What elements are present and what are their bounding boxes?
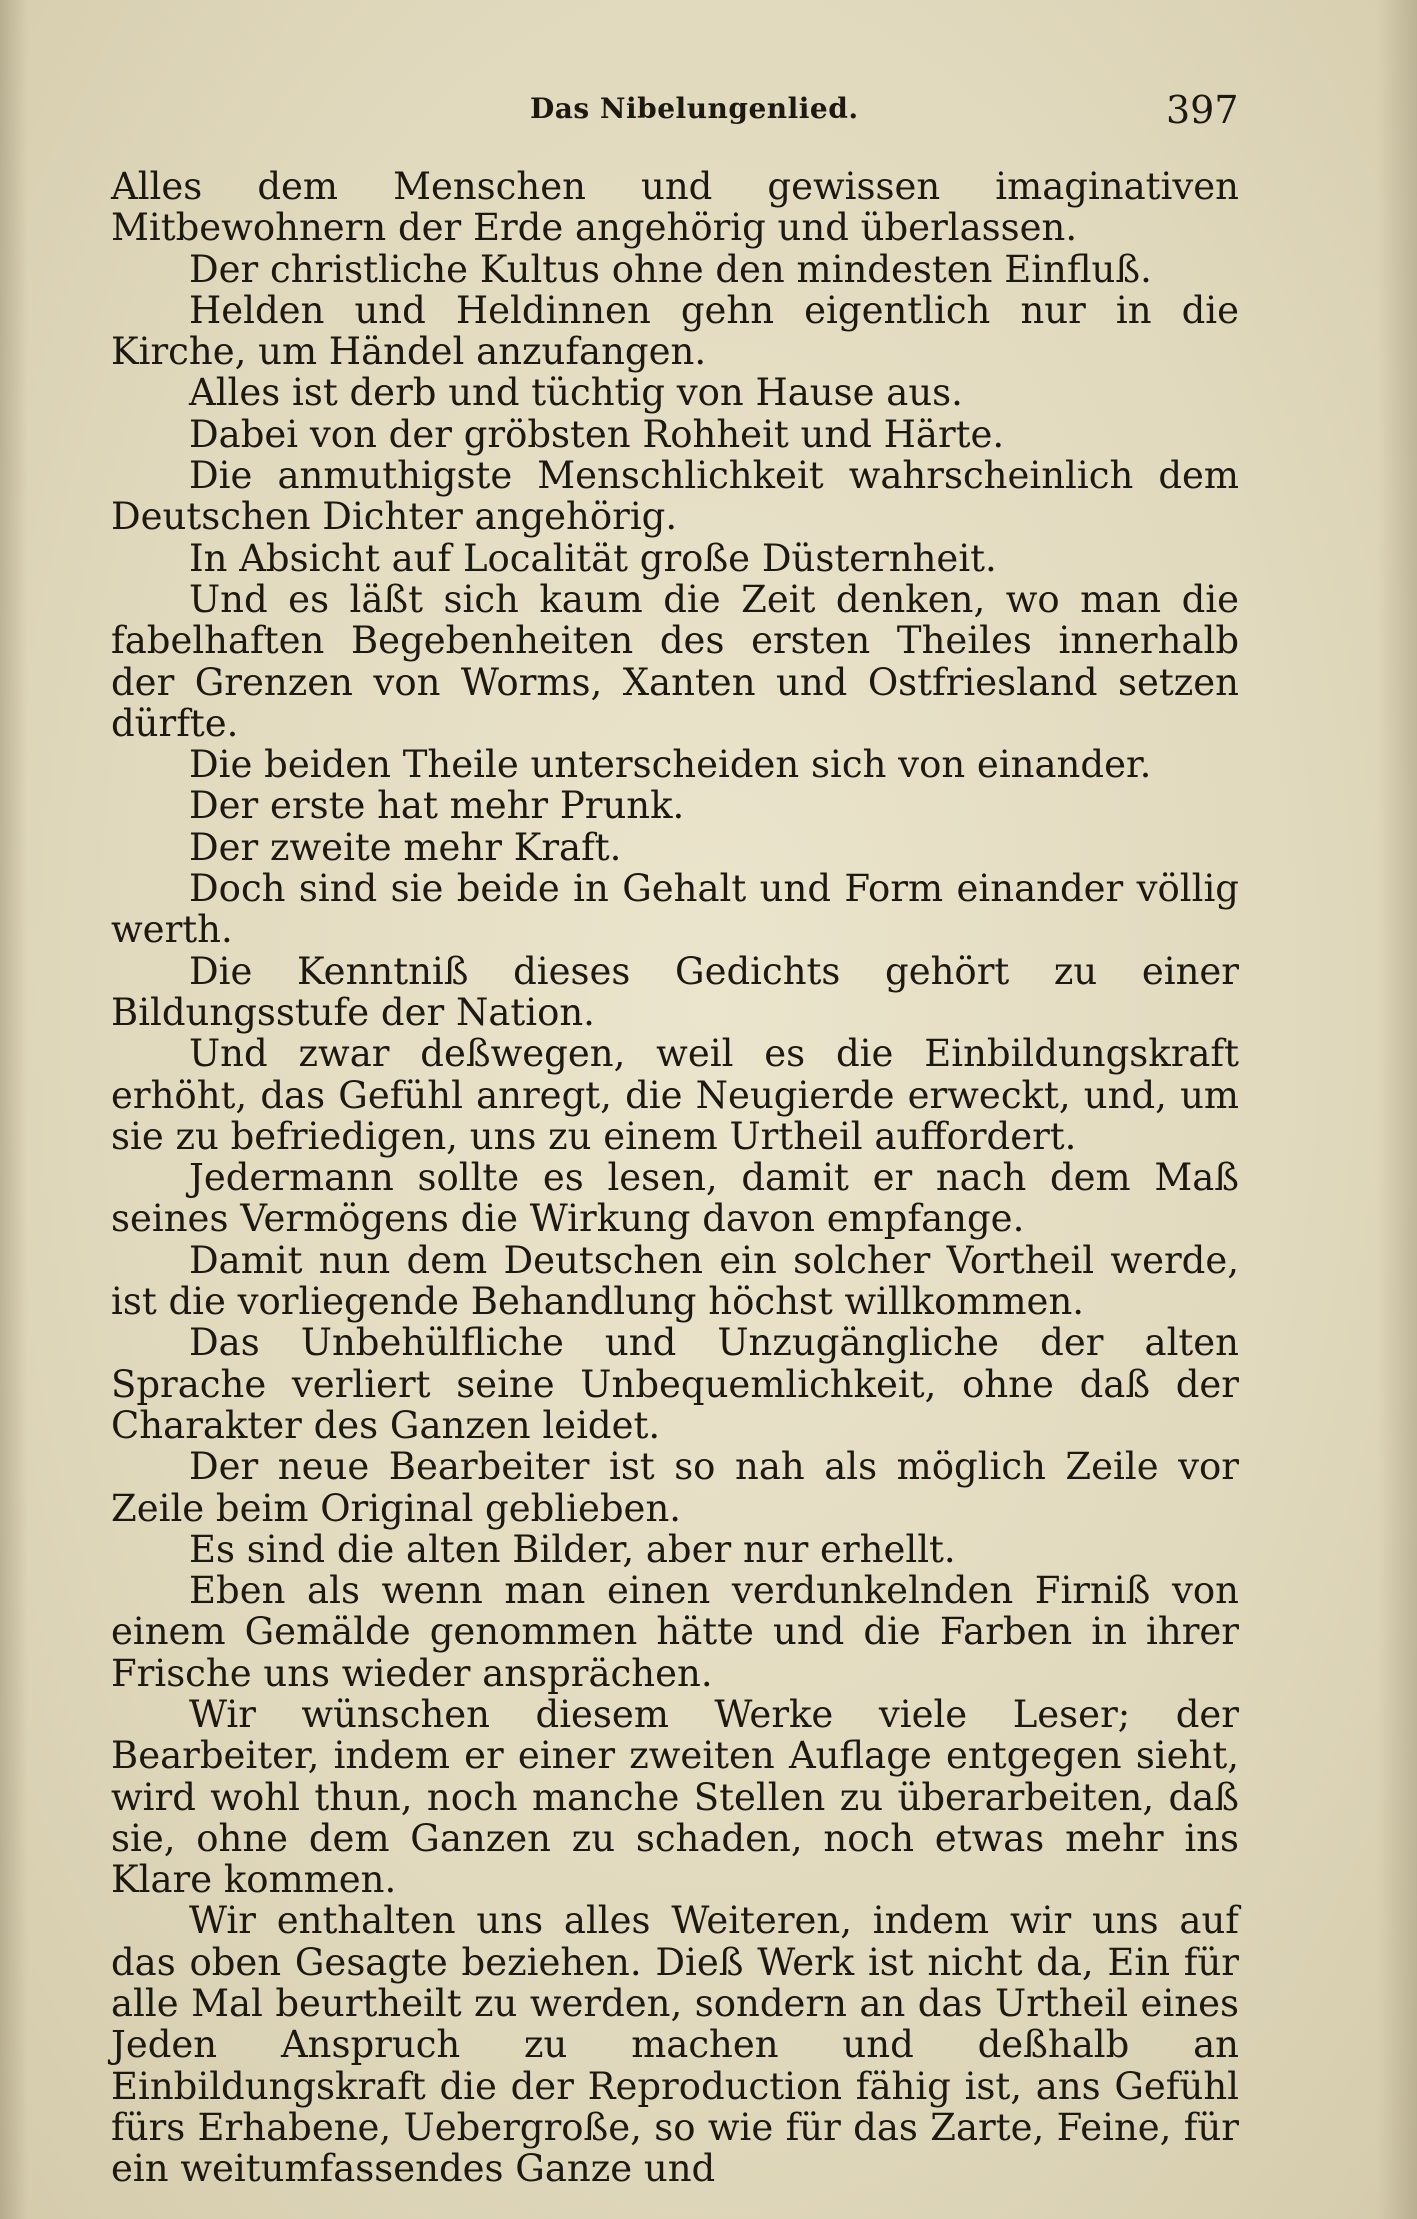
running-title: Das Nibelungenlied. (530, 92, 859, 125)
paragraph: Die anmuthigste Menschlichkeit wahrscheinlich dem Deutschen Dichter angehörig. (111, 454, 1239, 539)
paragraph: Alles dem Menschen und gewissen imaginativen Mitbewohnern der Erde angehörig und überlassen. (111, 165, 1239, 250)
paragraph: Dabei von der gröbsten Rohheit und Härte. (189, 412, 1005, 456)
paragraph: Damit nun dem Deutschen ein solcher Vortheil werde, ist die vorliegende Behandlung höchst willkommen. (111, 1238, 1239, 1324)
paragraph: Helden und Heldinnen gehn eigentlich nur in die Kirche, um Händel anzufangen. (111, 288, 1239, 374)
paragraph: In Absicht auf Localität große Düsternheit. (189, 536, 997, 580)
paragraph: Und zwar deßwegen, weil es die Einbildungskraft erhöht, das Gefühl anregt, die Neugierde erweckt, und, um sie zu befriedigen, uns zu einem Urtheil auffordert. (111, 1032, 1239, 1158)
paragraph: Der neue Bearbeiter ist so nah als möglich Zeile vor Zeile beim Original geblieben. (111, 1445, 1239, 1530)
paragraph: Wir wünschen diesem Werke viele Leser; der Bearbeiter, indem er einer zweiten Auflage entgegen sieht, wird wohl thun, noch manche Stellen zu überarbeiten, daß sie, ohne dem Ganzen zu schaden, noch etwas mehr ins Klare kommen. (111, 1692, 1239, 1902)
paragraph: Doch sind sie beide in Gehalt und Form einander völlig werth. (111, 867, 1239, 952)
paragraph: Es sind die alten Bilder, aber nur erhellt. (189, 1527, 956, 1571)
body-text (111, 166, 1239, 2190)
paragraph: Wir enthalten uns alles Weiteren, indem wir uns auf das oben Gesagte beziehen. Dieß Werk ist nicht da, Ein für alle Mal beurtheilt zu werden, sondern an das Urtheil eines Jeden Anspruch zu machen und deßhalb an Einbildungskraft die der Reproduction fähig ist, ans Gefühl fürs Erhabene, Uebergroße, so wie für das Zarte, Feine, für ein weitumfassendes Ganze und (111, 1899, 1239, 2191)
page-number: 397 (1166, 88, 1239, 132)
paragraph: Der christliche Kultus ohne den mindesten Einfluß. (189, 247, 1152, 291)
paragraph: Das Unbehülfliche und Unzugängliche der alten Sprache verliert seine Unbequemlichkeit, ohne daß der Charakter des Ganzen leidet. (111, 1321, 1239, 1447)
paragraph: Die beiden Theile unterscheiden sich von einander. (189, 743, 1152, 787)
paragraph: Und es läßt sich kaum die Zeit denken, wo man die fabelhaften Begebenheiten des ersten Theiles innerhalb der Grenzen von Worms, Xanten und Ostfriesland setzen dürfte. (111, 577, 1239, 745)
paragraph: Die Kenntniß dieses Gedichts gehört zu einer Bildungsstufe der Nation. (111, 949, 1239, 1034)
paragraph: Jedermann sollte es lesen, damit er nach dem Maß seines Vermögens die Wirkung davon empfange. (111, 1156, 1239, 1241)
paragraph: Der zweite mehr Kraft. (189, 825, 622, 869)
paragraph: Der erste hat mehr Prunk. (189, 784, 685, 828)
paragraph: Alles ist derb und tüchtig von Hause aus. (189, 371, 963, 415)
paragraph: Eben als wenn man einen verdunkelnden Firniß von einem Gemälde genommen hätte und die Farben in ihrer Frische uns wieder ansprächen. (111, 1569, 1239, 1695)
